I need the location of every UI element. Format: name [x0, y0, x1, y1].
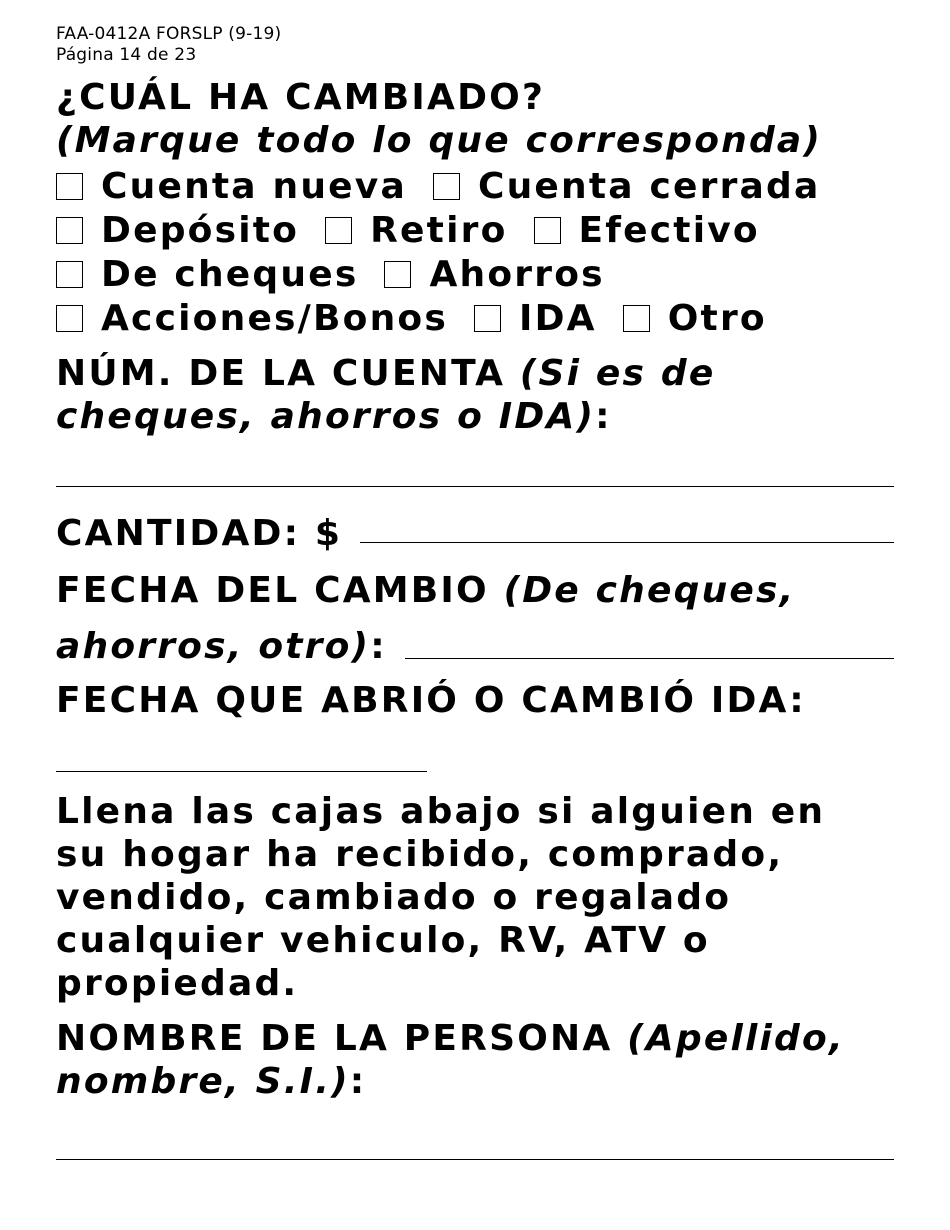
checkbox-label: Depósito [101, 209, 300, 251]
person-name-input-line[interactable] [56, 1103, 894, 1160]
checkbox-box[interactable] [433, 173, 460, 200]
checkbox-label: Cuenta cerrada [477, 165, 821, 207]
person-name-field [56, 1017, 894, 1160]
person-name-hint-cont: nombre, S.I.) [56, 1061, 350, 1102]
checkbox-box[interactable] [325, 217, 352, 244]
change-date-label: FECHA DEL CAMBIO [56, 570, 489, 611]
checkbox-row [56, 296, 894, 340]
person-name-hint: (Apellido, [627, 1018, 845, 1059]
checkbox-label: Ahorros [429, 253, 605, 295]
instruction-line: Llena las cajas abajo si alguien en [56, 791, 826, 832]
instruction-line: propiedad. [56, 963, 299, 1004]
ida-date-input-line[interactable] [56, 725, 427, 772]
form-id: FAA-0412A FORSLP (9-19) [56, 24, 282, 44]
checkbox-ahorros[interactable] [384, 253, 604, 296]
instruction-line: cualquier vehiculo, RV, ATV o [56, 920, 710, 961]
checkbox-row [56, 164, 894, 208]
checkbox-box[interactable] [474, 305, 501, 332]
change-date-hint: (De cheques, [503, 570, 796, 611]
checkbox-box[interactable] [56, 305, 83, 332]
checkbox-label: De cheques [101, 253, 359, 295]
checkbox-label: Otro [667, 297, 767, 339]
instruction-line: su hogar ha recibido, comprado, [56, 834, 784, 875]
checkbox-box[interactable] [384, 261, 411, 288]
form-page [56, 24, 894, 1160]
checkbox-box[interactable] [56, 173, 83, 200]
amount-field [56, 509, 894, 555]
checkbox-cuenta-nueva[interactable] [56, 165, 407, 208]
section-title: ¿CUÁL HA CAMBIADO? [56, 77, 546, 118]
checkbox-label: Cuenta nueva [101, 165, 407, 207]
account-number-label: NÚM. DE LA CUENTA [56, 353, 506, 394]
checkbox-label: Retiro [370, 209, 508, 251]
checkbox-box[interactable] [56, 261, 83, 288]
checkbox-group [56, 164, 894, 340]
person-name-label: NOMBRE DE LA PERSONA [56, 1018, 613, 1059]
checkbox-box[interactable] [534, 217, 561, 244]
account-number-input-line[interactable] [56, 438, 894, 487]
checkbox-otro[interactable] [623, 297, 767, 340]
section-subtitle: (Marque todo lo que corresponda) [56, 120, 823, 161]
checkbox-retiro[interactable] [325, 209, 507, 252]
checkbox-row [56, 208, 894, 252]
checkbox-cuenta-cerrada[interactable] [433, 165, 821, 208]
page-number: Página 14 de 23 [56, 45, 197, 65]
colon: : [370, 625, 387, 667]
account-number-hint: (Si es de [519, 353, 716, 394]
checkbox-ida[interactable] [474, 297, 597, 340]
checkbox-label: Efectivo [578, 209, 760, 251]
ida-date-label: FECHA QUE ABRIÓ O CAMBIÓ IDA: [56, 680, 806, 721]
checkbox-row [56, 252, 894, 296]
checkbox-box[interactable] [56, 217, 83, 244]
checkbox-de-cheques[interactable] [56, 253, 358, 296]
change-date-hint-cont: ahorros, otro) [56, 625, 371, 667]
ida-date-field [56, 677, 894, 772]
checkbox-label: Acciones/Bonos [101, 297, 448, 339]
change-date-input-line[interactable] [405, 658, 894, 659]
amount-input-line[interactable] [360, 542, 894, 543]
checkbox-efectivo[interactable] [534, 209, 760, 252]
account-number-hint-cont: cheques, ahorros o IDA) [56, 396, 596, 437]
colon: : [595, 396, 612, 437]
change-date-field [56, 567, 894, 677]
checkbox-label: IDA [519, 297, 597, 339]
checkbox-deposito[interactable] [56, 209, 299, 252]
instruction-line: vendido, cambiado o regalado [56, 877, 732, 918]
checkbox-acciones-bonos[interactable] [56, 297, 448, 340]
amount-label: CANTIDAD: $ [56, 513, 343, 554]
checkbox-box[interactable] [623, 305, 650, 332]
account-number-field [56, 352, 894, 487]
colon: : [349, 1061, 367, 1102]
instructions [56, 790, 894, 1005]
